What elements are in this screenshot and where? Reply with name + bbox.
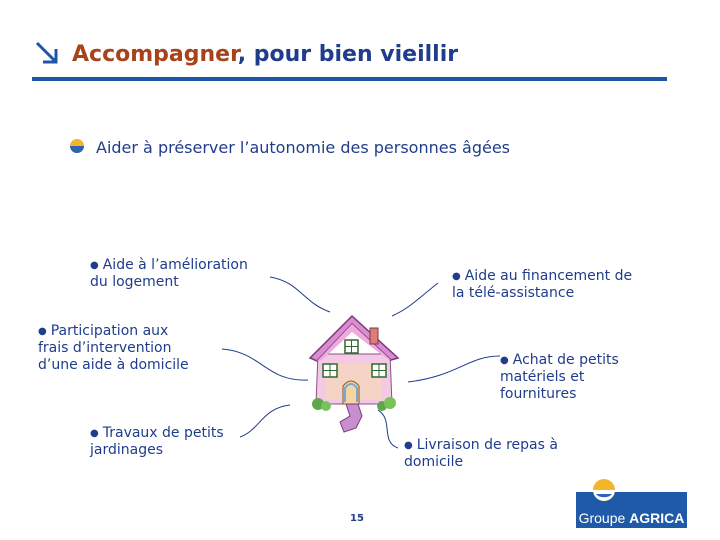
item-text: Aide au financement de la télé-assistance: [452, 268, 633, 301]
item-text: Aide à l’amélioration du logement: [90, 257, 248, 290]
sun-icon: [588, 474, 620, 504]
item-text: Travaux de petits jardinages: [90, 425, 224, 458]
list-item: ● Participation aux frais d’intervention d’une aide à domicile: [38, 323, 189, 373]
title-rest: , pour bien vieillir: [237, 42, 459, 67]
page-number: 15: [350, 513, 364, 524]
list-item: ● Livraison de repas à domicile: [404, 437, 558, 470]
item-text: Participation aux frais d’intervention d’une aide à domicile: [38, 323, 189, 373]
logo-text: [576, 510, 687, 526]
list-item: ● Aide au financement de la télé-assistance: [452, 268, 633, 301]
house-illustration: [296, 306, 412, 436]
section-subtitle: Aider à préserver l’autonomie des personnes âgées: [96, 138, 510, 157]
item-text: Achat de petits matériels et fournitures: [500, 352, 619, 402]
list-item: ● Aide à l’amélioration du logement: [90, 257, 248, 290]
list-item: ● Achat de petits matériels et fournitures: [500, 352, 619, 402]
logo-brand: AGRICA: [629, 510, 685, 526]
logo-prefix: Groupe: [578, 510, 626, 526]
title-accent-word: Accompagner: [72, 42, 238, 67]
list-item: ● Travaux de petits jardinages: [90, 425, 224, 458]
item-text: Livraison de repas à domicile: [404, 437, 558, 470]
